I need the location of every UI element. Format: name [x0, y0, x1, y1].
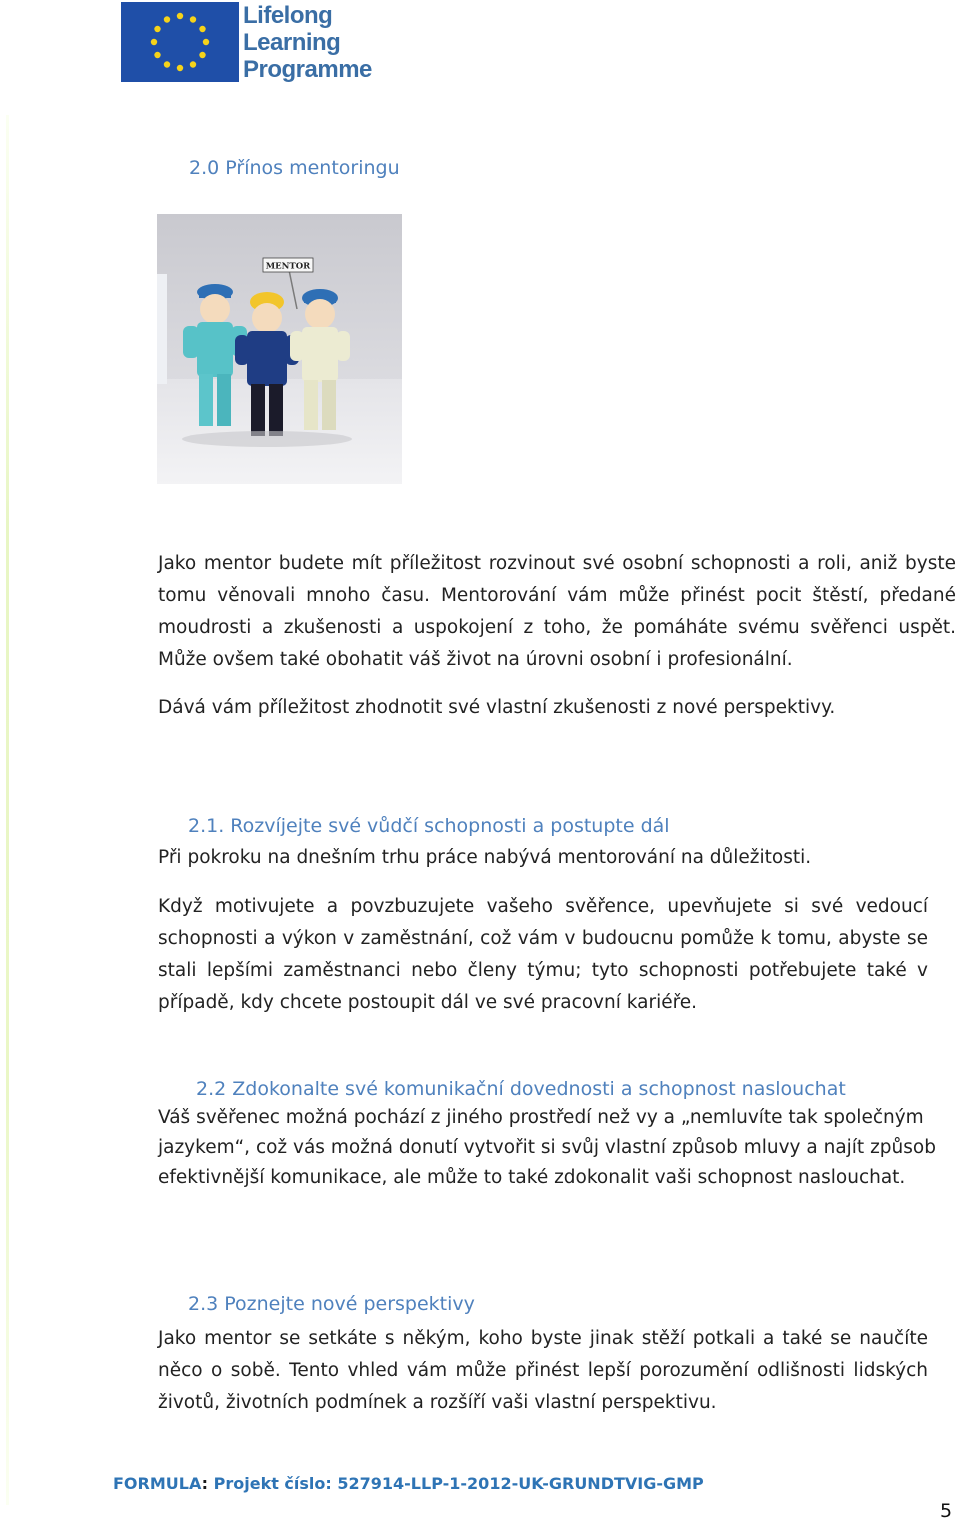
section-heading: 2.0 Přínos mentoringu: [189, 157, 400, 179]
page-number: 5: [940, 1500, 953, 1522]
intro-paragraph: Jako mentor budete mít příležitost rozvinout své osobní schopnosti a roli, aniž byste tomu věnovali mnoho času. Mentorování vám může přinést pocit štěstí, předané moudrosti a zkušenosti a uspokojení z toho, že pomáháte svému svěřenci uspět. Může ovšem také obohatit váš život na úrovni osobní i profesionální.: [158, 553, 956, 670]
footer-prefix: FORMULA: [113, 1474, 202, 1493]
logo-line-3: Programme: [243, 56, 372, 83]
subsection-2-2-paragraph: Váš svěřenec možná pochází z jiného prostředí než vy a „nemluvíte tak společným jazykem“, což vás možná donutí vytvořit si svůj vlastní způsob mluvy a najít způsob efektivnější komunikace, ale může to také zdokonalit vaši schopnost naslouchat.: [158, 1107, 936, 1188]
logo-line-1: Lifelong: [243, 2, 333, 29]
subsection-2-3-paragraph: Jako mentor se setkáte s někým, koho byste jinak stěží potkali a také se naučíte něco o sobě. Tento vhled vám může přinést lepší porozumění odlišnosti lidských životů, životních podmínek a rozšíří vaši vlastní perspektivu.: [158, 1328, 928, 1413]
subsection-2-1-paragraph-2: Když motivujete a povzbuzujete vašeho svěřence, upevňujete si své vedoucí schopnosti a výkon v zaměstnání, což vám v budoucnu pomůže k tomu, abyste se stali lepšími zaměstnanci nebo členy týmu; tyto schopnosti potřebujete také v případě, kdy chcete postoupit dál ve své pracovní kariéře.: [158, 896, 928, 1013]
photo-sign-text: MENTOR: [265, 261, 311, 272]
logo-line-2: Learning: [243, 29, 341, 56]
footer-project-line: [113, 1474, 704, 1493]
subsection-2-2-heading: 2.2 Zdokonalte své komunikační dovednosti a schopnost naslouchat: [196, 1078, 846, 1100]
page-edge-line: [6, 115, 9, 1505]
mentor-figurines-photo: [157, 214, 402, 484]
subsection-2-1-paragraph-1: Při pokroku na dnešním trhu práce nabývá mentorování na důležitosti.: [158, 847, 812, 868]
perspective-paragraph: Dává vám příležitost zhodnotit své vlastní zkušenosti z nové perspektivy.: [158, 697, 836, 718]
footer-project-number: Projekt číslo: 527914-LLP-1-2012-UK-GRUNDTVIG-GMP: [208, 1474, 704, 1493]
lifelong-learning-logo: [121, 2, 386, 82]
subsection-2-1-heading: 2.1. Rozvíjejte své vůdčí schopnosti a postupte dál: [188, 815, 670, 837]
footer-colon: :: [201, 1474, 209, 1493]
subsection-2-3-heading: 2.3 Poznejte nové perspektivy: [188, 1293, 475, 1315]
